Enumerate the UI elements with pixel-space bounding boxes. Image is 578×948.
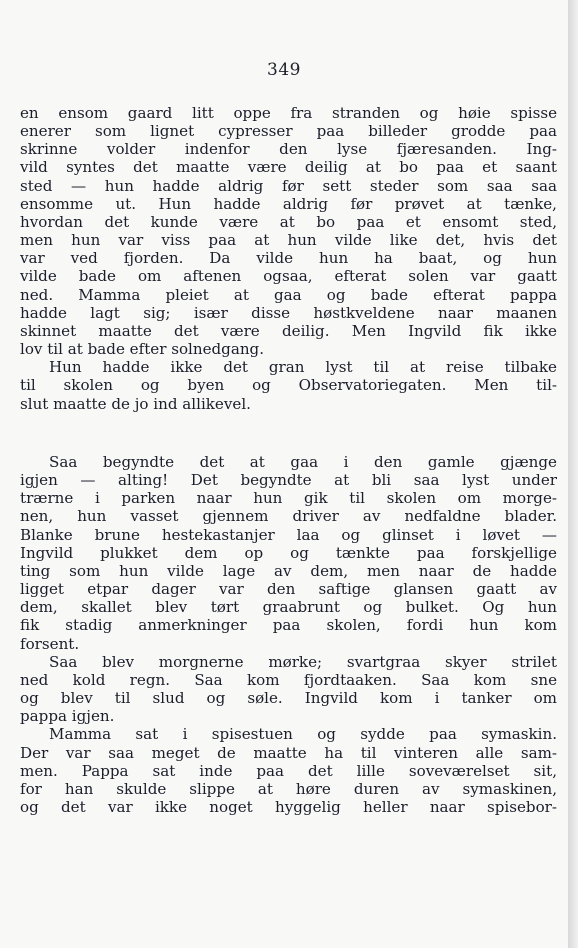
text-line: en ensom gaard litt oppe fra stranden og høie spisse bbox=[20, 104, 557, 122]
text-line: var ved fjorden. Da vilde hun ha baat, og hun bbox=[20, 249, 557, 268]
text-line: Der var saa meget de maatte ha til vinteren alle sam- bbox=[20, 743, 557, 762]
text-line: hvordan det kunde være at bo paa et ensomt sted, bbox=[20, 212, 557, 231]
text-line: ting som hun vilde lage av dem, men naar de hadde bbox=[20, 561, 557, 580]
text-line: sted — hun hadde aldrig før sett steder som saa saa bbox=[20, 176, 557, 195]
text-line: Hun hadde ikke det gran lyst til at reise tilbake bbox=[49, 358, 557, 377]
text-line: skinnet maatte det være deilig. Men Ingvild fik ikke bbox=[20, 321, 557, 340]
text-line: til skolen og byen og Observatoriegaten. Men til- bbox=[20, 376, 557, 395]
text-line: men. Pappa sat inde paa det lille soveværelset sit, bbox=[20, 761, 557, 780]
page-edge bbox=[568, 0, 578, 948]
text-line: og det var ikke noget hyggelig heller naar spisebor- bbox=[20, 797, 557, 816]
text-line: vilde bade om aftenen ogsaa, efterat solen var gaatt bbox=[20, 267, 557, 286]
text-line: ned. Mamma pleiet at gaa og bade efterat pappa bbox=[20, 285, 557, 304]
text-line: hadde lagt sig; især disse høstkveldene naar maanen bbox=[20, 303, 557, 322]
text-line: nen, hun vasset gjennem driver av nedfaldne blader. bbox=[20, 507, 557, 526]
text-line: Saa begyndte det at gaa i den gamle gjænge bbox=[49, 453, 557, 471]
text-line: og blev til slud og søle. Ingvild kom i tanker om bbox=[20, 689, 557, 708]
text-line: skrinne volder indenfor den lyse fjæresanden. Ing- bbox=[20, 140, 557, 159]
text-line: Ingvild plukket dem op og tænkte paa forskjellige bbox=[20, 543, 557, 562]
text-line: Mamma sat i spisestuen og sydde paa symaskin. bbox=[49, 725, 557, 744]
text-line: dem, skallet blev tørt graabrunt og bulket. Og hun bbox=[20, 598, 557, 617]
text-line: fik stadig anmerkninger paa skolen, fordi hun kom bbox=[20, 616, 557, 635]
text-line: ned kold regn. Saa kom fjordtaaken. Saa kom sne bbox=[20, 670, 557, 689]
text-line: men hun var viss paa at hun vilde like det, hvis det bbox=[20, 231, 557, 250]
text-line: Saa blev morgnerne mørke; svartgraa skyer strilet bbox=[49, 652, 557, 671]
text-line: pappa igjen. bbox=[20, 707, 115, 726]
text-line: igjen — alting! Det begyndte at bli saa lyst under bbox=[20, 471, 557, 490]
text-block-2 bbox=[20, 453, 557, 816]
text-line: trærne i parken naar hun gik til skolen om morge- bbox=[20, 489, 557, 508]
text-line: for han skulde slippe at høre duren av symaskinen, bbox=[20, 779, 557, 798]
text-line: vild syntes det maatte være deilig at bo paa et saant bbox=[20, 158, 557, 177]
text-block-1 bbox=[20, 104, 557, 413]
text-line: forsent. bbox=[20, 634, 80, 653]
text-line: enerer som lignet cypresser paa billeder grodde paa bbox=[20, 122, 557, 141]
text-line: lov til at bade efter solnedgang. bbox=[20, 340, 265, 359]
text-line: ligget etpar dager var den saftige glansen gaatt av bbox=[20, 580, 557, 599]
text-line: slut maatte de jo ind allikevel. bbox=[20, 394, 251, 413]
text-line: ensomme ut. Hun hadde aldrig før prøvet at tænke, bbox=[20, 194, 557, 213]
page-number: 349 bbox=[267, 60, 301, 80]
text-line: Blanke brune hestekastanjer laa og glinset i løvet — bbox=[20, 525, 557, 544]
